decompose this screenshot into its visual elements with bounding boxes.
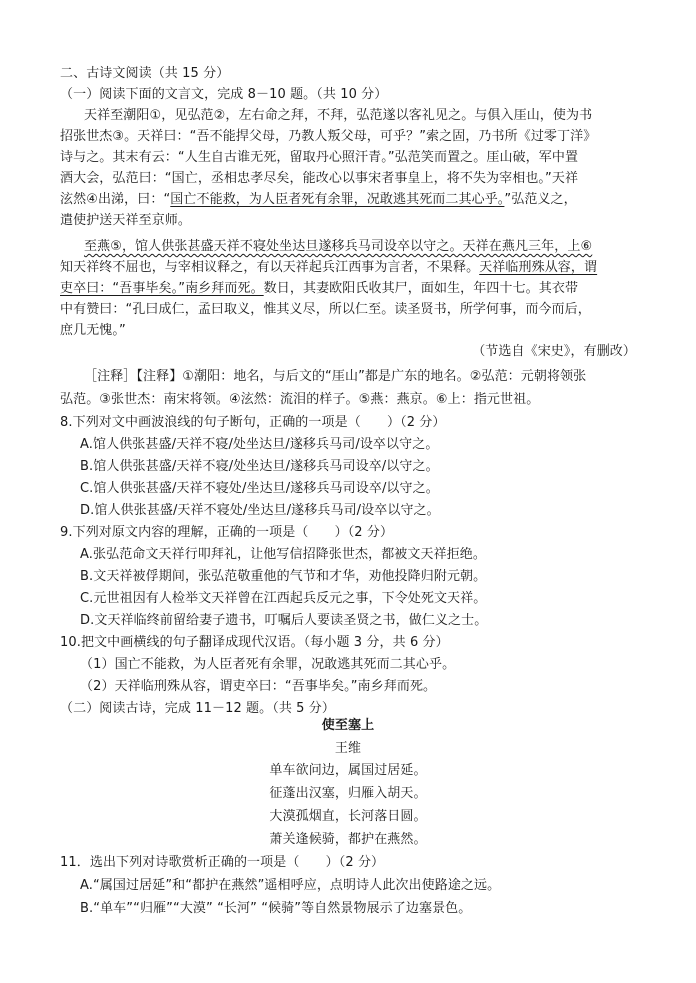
q10-item-2: （2）天祥临刑殊从容，谓吏卒曰：“吾事毕矣。”南乡拜而死。	[80, 679, 437, 694]
q8-option-b: B.馆人供张甚盛/天祥不寝/处坐达旦/遂移兵马司设卒/以守之。	[80, 459, 439, 474]
annotation: 弘范。③张世杰：南宋将领。④泫然：流泪的样子。⑤燕：燕京。⑥上：指元世祖。	[60, 392, 540, 407]
poem-author: 王维	[334, 741, 362, 756]
passage-line: 庶几无愧。”	[60, 323, 126, 338]
passage-line: 中有赞曰：“孔曰成仁，孟曰取义，惟其义尽，所以仁至。读圣贤书，所学何事，而今而后，	[60, 302, 591, 317]
poem-title: 使至塞上	[321, 718, 375, 733]
passage-line	[60, 258, 640, 278]
q9-option-c: C.元世祖因有人检举文天祥曾在江西起兵反元之事，下令处死文天祥。	[80, 591, 487, 606]
poem-line: 单车欲问边，属国过居延。	[269, 763, 427, 778]
question-8-stem: 8.下列对文中画波浪线的句子断句，正确的一项是（ ）（2 分）	[60, 415, 446, 430]
passage-line: 诗与之。其末有云：“人生自古谁无死，留取丹心照汗青。”弘范笑而置之。厓山破，军中置	[60, 150, 579, 165]
underlined-sentence: 国亡不能救，为人臣者死有余罪，况敢逃其死而二其心乎。	[170, 192, 505, 207]
q11-option-a: A.“属国过居延”和“都护在燕然”遥相呼应，点明诗人此次出使路途之远。	[80, 878, 501, 893]
underlined-sentence: 吏卒曰：“吾事毕矣。”南乡拜而死。	[60, 281, 264, 296]
passage-line	[84, 237, 664, 257]
passage-line: 招张世杰③。天祥曰：“吾不能捍父母，乃教人叛父母，可乎？”索之固，乃书所《过零丁洋》	[60, 129, 597, 144]
wavy-underlined-sentence: 至燕⑤，馆人供张甚盛天祥不寝处坐达旦遂移兵马司设卒以守之。天祥在燕凡三年，上⑥	[84, 239, 593, 254]
q9-option-b: B.文天祥被俘期间，张弘范敬重他的气节和才华，劝他投降归附元朝。	[80, 569, 487, 584]
annotation: ［注释］【注释】①潮阳：地名，与后文的“厓山”都是广东的地名。②弘范：元朝将领张	[84, 369, 587, 384]
passage-source: （节选自《宋史》，有删改）	[472, 344, 636, 359]
passage-line: 天祥至潮阳①，见弘范②，左右命之拜，不拜，弘范遂以客礼见之。与俱入厓山，使为书	[84, 108, 593, 123]
passage-line	[60, 190, 640, 210]
part2-title: （二）阅读古诗，完成 11－12 题。（共 5 分）	[60, 701, 335, 716]
question-10-stem: 10.把文中画横线的句子翻译成现代汉语。（每小题 3 分，共 6 分）	[60, 635, 449, 650]
q8-option-c: C.馆人供张甚盛/天祥不寝处/坐达旦/遂移兵马司设卒/以守之。	[80, 481, 439, 496]
passage-text: 泫然④出涕，曰：“	[60, 192, 171, 207]
passage-text: 数日，其妻欧阳氏收其尸，面如生，年四十七。其衣带	[263, 281, 579, 296]
passage-text: ”弘范义之，	[504, 192, 577, 207]
q8-option-a: A.馆人供张甚盛/天祥不寝/处坐达旦/遂移兵马司/设卒以守之。	[80, 437, 439, 452]
poem-line: 征蓬出汉塞，归雁入胡天。	[269, 786, 427, 801]
q9-option-a: A.张弘范命文天祥行叩拜礼，让他写信招降张世杰，都被文天祥拒绝。	[80, 547, 486, 562]
underlined-sentence: 天祥临刑殊从容，谓	[479, 260, 598, 275]
q10-item-1: （1）国亡不能救，为人臣者死有余罪，况敢逃其死而二其心乎。	[80, 657, 456, 672]
q8-option-d: D.馆人供张甚盛/天祥不寝处/坐达旦/遂移兵马司/设卒以守之。	[80, 503, 440, 518]
passage-text: 知天祥终不屈也，与宰相议释之，有以天祥起兵江西事为言者，不果释。	[60, 260, 480, 275]
question-11-stem: 11．选出下列对诗歌赏析正确的一项是（ ）（2 分）	[60, 855, 385, 870]
passage-line: 遣使护送天祥至京师。	[60, 213, 192, 228]
section-title: 二、古诗文阅读（共 15 分）	[60, 66, 230, 81]
part1-title: （一）阅读下面的文言文，完成 8－10 题。（共 10 分）	[60, 87, 388, 102]
q11-option-b: B.“单车”“归雁”“大漠” “长河” “候骑”等自然景物展示了边塞景色。	[80, 901, 472, 916]
q9-option-d: D.文天祥临终前留给妻子遗书，叮嘱后人要读圣贤之书，做仁义之士。	[80, 613, 488, 628]
poem-line: 萧关逢候骑，都护在燕然。	[269, 832, 427, 847]
passage-line: 酒大会，弘范曰：“国亡，丞相忠孝尽矣，能改心以事宋者事皇上，将不失为宰相也。”天祥	[60, 171, 579, 186]
poem-line: 大漠孤烟直，长河落日圆。	[269, 809, 427, 824]
passage-line	[60, 279, 640, 299]
question-9-stem: 9.下列对原文内容的理解，正确的一项是（ ）（2 分）	[60, 525, 394, 540]
